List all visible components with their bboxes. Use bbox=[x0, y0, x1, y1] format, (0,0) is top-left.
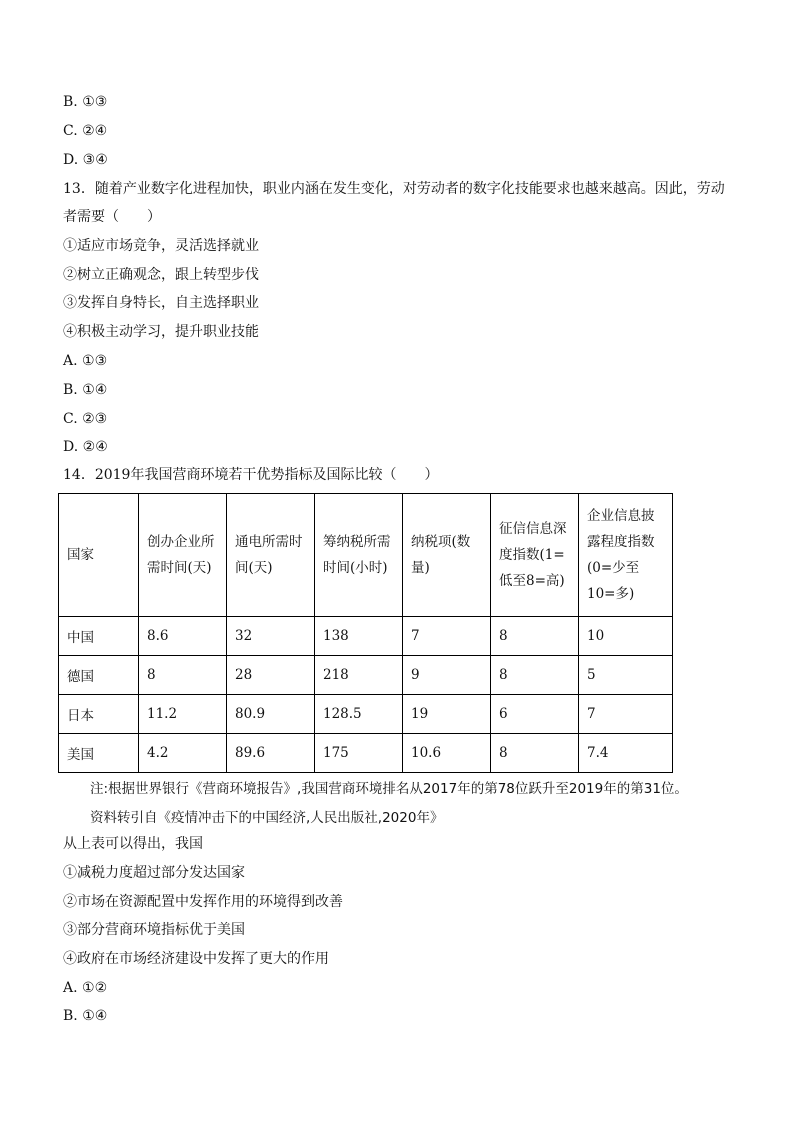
q14-lead: 从上表可以得出，我国 bbox=[63, 836, 203, 852]
table-cell: 175 bbox=[315, 734, 403, 773]
table-note: 注:根据世界银行《营商环境报告》,我国营商环境排名从2017年的第78位跃升至2019年的第31位。 bbox=[90, 781, 688, 797]
header-electricity-time: 通电所需时间(天) bbox=[227, 494, 315, 617]
table-cell: 8.6 bbox=[139, 617, 227, 656]
q13-option-a: A. ①③ bbox=[63, 353, 108, 369]
table-cell: 32 bbox=[227, 617, 315, 656]
table-cell: 8 bbox=[491, 656, 579, 695]
q14-option-a: A. ①② bbox=[63, 980, 108, 996]
table-cell: 7 bbox=[579, 695, 673, 734]
table-cell: 4.2 bbox=[139, 734, 227, 773]
table-cell: 138 bbox=[315, 617, 403, 656]
table-source: 资料转引自《疫情冲击下的中国经济,人民出版社,2020年》 bbox=[90, 810, 444, 826]
q13-option-d: D. ②④ bbox=[63, 439, 108, 455]
q12-option-d: D. ③④ bbox=[63, 152, 108, 168]
table-cell: 89.6 bbox=[227, 734, 315, 773]
table-cell: 10 bbox=[579, 617, 673, 656]
q14-statement-3: ③部分营商环境指标优于美国 bbox=[63, 922, 245, 938]
q14-stem: 14．2019年我国营商环境若干优势指标及国际比较（ ） bbox=[63, 467, 439, 483]
table-cell: 128.5 bbox=[315, 695, 403, 734]
q14-statement-1: ①减税力度超过部分发达国家 bbox=[63, 865, 245, 881]
table-cell: 9 bbox=[403, 656, 491, 695]
q13-statement-3: ③发挥自身特长，自主选择职业 bbox=[63, 295, 259, 311]
q13-option-b: B. ①④ bbox=[63, 382, 108, 398]
q13-option-c: C. ②③ bbox=[63, 411, 108, 427]
header-startup-time: 创办企业所需时间(天) bbox=[139, 494, 227, 617]
table-cell: 日本 bbox=[59, 695, 139, 734]
table-cell: 8 bbox=[491, 617, 579, 656]
table-cell: 80.9 bbox=[227, 695, 315, 734]
header-disclosure-index: 企业信息披露程度指数(0=少至10=多) bbox=[579, 494, 673, 617]
q14-option-b: B. ①④ bbox=[63, 1008, 108, 1024]
table-cell: 11.2 bbox=[139, 695, 227, 734]
q13-statement-4: ④积极主动学习，提升职业技能 bbox=[63, 324, 259, 340]
table-cell: 德国 bbox=[59, 656, 139, 695]
table-header-row bbox=[59, 494, 673, 617]
q14-statement-4: ④政府在市场经济建设中发挥了更大的作用 bbox=[63, 951, 329, 967]
table-cell: 28 bbox=[227, 656, 315, 695]
table-row bbox=[59, 734, 673, 773]
table-cell: 8 bbox=[139, 656, 227, 695]
table-row bbox=[59, 695, 673, 734]
table-cell: 中国 bbox=[59, 617, 139, 656]
header-tax-items: 纳税项(数量) bbox=[403, 494, 491, 617]
q12-option-c: C. ②④ bbox=[63, 123, 108, 139]
business-environment-table bbox=[58, 493, 673, 773]
table-cell: 19 bbox=[403, 695, 491, 734]
table-row bbox=[59, 617, 673, 656]
table-cell: 5 bbox=[579, 656, 673, 695]
table-cell: 7 bbox=[403, 617, 491, 656]
table-cell: 8 bbox=[491, 734, 579, 773]
table-cell: 218 bbox=[315, 656, 403, 695]
table-cell: 7.4 bbox=[579, 734, 673, 773]
header-country: 国家 bbox=[59, 494, 139, 617]
q14-statement-2: ②市场在资源配置中发挥作用的环境得到改善 bbox=[63, 894, 343, 910]
table-cell: 6 bbox=[491, 695, 579, 734]
header-credit-index: 征信信息深度指数(1=低至8=高) bbox=[491, 494, 579, 617]
q13-statement-2: ②树立正确观念，跟上转型步伐 bbox=[63, 267, 259, 283]
table-cell: 美国 bbox=[59, 734, 139, 773]
table-row bbox=[59, 656, 673, 695]
q13-statement-1: ①适应市场竞争，灵活选择就业 bbox=[63, 238, 259, 254]
table-cell: 10.6 bbox=[403, 734, 491, 773]
q13-stem: 13．随着产业数字化进程加快，职业内涵在发生变化，对劳动者的数字化技能要求也越来越高。因此，劳动者需要（ ） bbox=[63, 181, 725, 225]
q12-option-b: B. ①③ bbox=[63, 94, 108, 110]
header-tax-time: 筹纳税所需时间(小时) bbox=[315, 494, 403, 617]
